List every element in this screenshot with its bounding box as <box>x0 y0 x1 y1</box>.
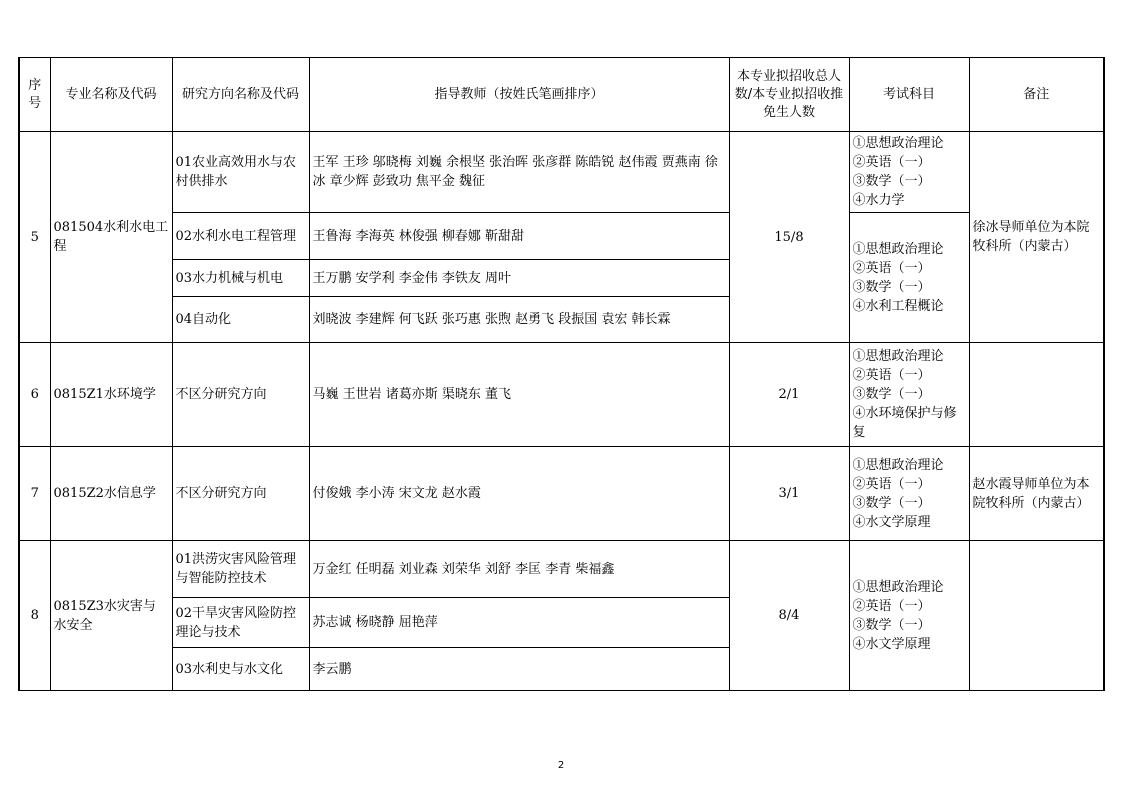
exam-subject: ②英语（一） <box>852 260 931 276</box>
exam-subject: ③数学（一） <box>852 387 931 402</box>
quota-cell: 3/1 <box>729 447 849 541</box>
exam-subject: ①思想政治理论 <box>852 136 944 151</box>
direction-cell: 02干旱灾害风险防控理论与技术 <box>172 598 309 648</box>
exam-subject: ②英语（一） <box>852 476 931 492</box>
exam-cell <box>849 541 969 691</box>
header-row <box>19 58 1104 132</box>
header-direction: 研究方向名称及代码 <box>172 58 309 132</box>
exam-subject: ④水文学原理 <box>852 514 931 530</box>
direction-cell: 03水利史与水文化 <box>172 648 309 691</box>
table-row <box>19 447 1104 541</box>
exam-subject: ④水环境保护与修复 <box>852 406 957 440</box>
major-cell: 0815Z3水灾害与水安全 <box>50 541 172 691</box>
direction-cell: 04自动化 <box>172 297 309 343</box>
exam-subject: ①思想政治理论 <box>852 457 944 473</box>
exam-subject: ①思想政治理论 <box>852 241 944 257</box>
advisors-cell: 付俊娥 李小涛 宋文龙 赵水霞 <box>309 447 729 541</box>
exam-subject: ④水利工程概论 <box>852 298 944 314</box>
exam-subject: ①思想政治理论 <box>852 349 944 364</box>
enrollment-table <box>18 57 1105 691</box>
exam-subject: ①思想政治理论 <box>852 579 944 595</box>
direction-cell: 不区分研究方向 <box>172 343 309 447</box>
exam-subject: ③数学（一） <box>852 279 931 295</box>
quota-cell: 2/1 <box>729 343 849 447</box>
header-exam: 考试科目 <box>849 58 969 132</box>
advisors-cell: 王万鹏 安学利 李金伟 李铁友 周叶 <box>309 260 729 297</box>
direction-cell: 03水力机械与机电 <box>172 260 309 297</box>
major-cell: 081504水利水电工程 <box>50 132 172 343</box>
note-cell <box>969 541 1104 691</box>
advisors-cell: 万金红 任明磊 刘业森 刘荣华 刘舒 李匡 李青 柴福鑫 <box>309 541 729 598</box>
table-row <box>19 541 1104 598</box>
direction-cell: 不区分研究方向 <box>172 447 309 541</box>
page-number: 2 <box>557 760 565 771</box>
header-major: 专业名称及代码 <box>50 58 172 132</box>
exam-cell <box>849 447 969 541</box>
exam-subject: ③数学（一） <box>852 174 931 189</box>
quota-cell: 15/8 <box>729 132 849 343</box>
direction-cell: 01农业高效用水与农村供排水 <box>172 132 309 213</box>
seq-cell: 7 <box>19 447 50 541</box>
header-seq: 序号 <box>19 58 50 132</box>
seq-cell: 6 <box>19 343 50 447</box>
advisors-cell: 马巍 王世岩 诸葛亦斯 渠晓东 董飞 <box>309 343 729 447</box>
quota-cell: 8/4 <box>729 541 849 691</box>
advisors-cell: 刘晓波 李建辉 何飞跃 张巧惠 张煦 赵勇飞 段振国 袁宏 韩长霖 <box>309 297 729 343</box>
direction-cell: 01洪涝灾害风险管理与智能防控技术 <box>172 541 309 598</box>
exam-cell <box>849 343 969 447</box>
header-quota: 本专业拟招收总人数/本专业拟招收推免生人数 <box>729 58 849 132</box>
seq-cell: 5 <box>19 132 50 343</box>
exam-subject: ③数学（一） <box>852 617 931 633</box>
header-advisors: 指导教师（按姓氏笔画排序） <box>309 58 729 132</box>
note-cell: 赵水霞导师单位为本院牧科所（内蒙古） <box>969 447 1104 541</box>
exam-subject: ③数学（一） <box>852 495 931 511</box>
table-row <box>19 132 1104 213</box>
advisors-cell: 苏志诚 杨晓静 屈艳萍 <box>309 598 729 648</box>
exam-subject: ④水力学 <box>852 193 905 208</box>
major-cell: 0815Z2水信息学 <box>50 447 172 541</box>
advisors-cell: 李云鹏 <box>309 648 729 691</box>
note-cell: 徐冰导师单位为本院牧科所（内蒙古） <box>969 132 1104 343</box>
exam-subject: ②英语（一） <box>852 155 931 170</box>
exam-subject: ②英语（一） <box>852 368 931 383</box>
note-cell <box>969 343 1104 447</box>
major-cell: 0815Z1水环境学 <box>50 343 172 447</box>
direction-cell: 02水利水电工程管理 <box>172 213 309 260</box>
advisors-cell: 王鲁海 李海英 林俊强 柳春娜 靳甜甜 <box>309 213 729 260</box>
advisors-cell: 王军 王珍 邬晓梅 刘巍 余根坚 张治晖 张彦群 陈皓锐 赵伟霞 贾燕南 徐冰 章少辉 彭致功 焦平金 魏征 <box>309 132 729 213</box>
header-note: 备注 <box>969 58 1104 132</box>
table-row <box>19 343 1104 447</box>
exam-subject: ④水文学原理 <box>852 636 931 652</box>
seq-cell: 8 <box>19 541 50 691</box>
exam-cell <box>849 132 969 213</box>
exam-cell <box>849 213 969 343</box>
table-row <box>19 213 1104 260</box>
exam-subject: ②英语（一） <box>852 598 931 614</box>
